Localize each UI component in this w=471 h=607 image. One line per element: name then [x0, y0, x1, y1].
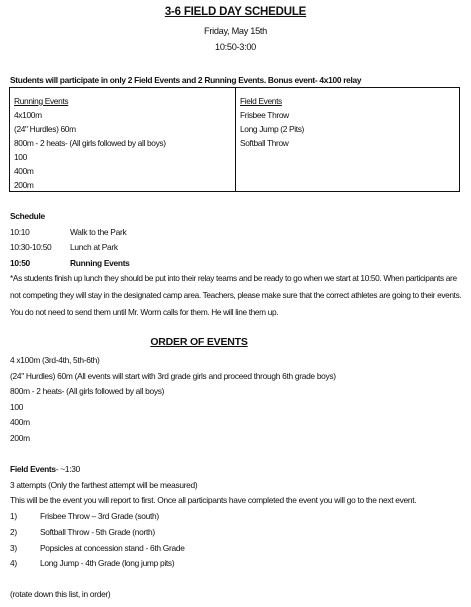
event-date: Friday, May 15th	[204, 26, 267, 36]
running-event-item: 200m	[14, 180, 34, 190]
field-event-rotation-item: Popsicles at concession stand - 6th Grade	[40, 543, 185, 553]
running-event-item: 100	[14, 152, 27, 162]
field-event-item: Softball Throw	[240, 138, 289, 148]
field-event-item: Frisbee Throw	[240, 110, 289, 120]
field-events-header: Field Events	[240, 96, 282, 106]
schedule-note: *As students finish up lunch they should be put into their relay teams and be ready to go when we start at 10:50. When participants are not competing they will stay in the designated camp area. Teachers, please make sure that the correct athletes are going to their events. You do not need to send them until Mr. Worm calls for them. He will line them up.	[10, 273, 462, 317]
field-event-item: Long Jump (2 Pits)	[240, 124, 304, 134]
field-event-rotation-number: 4)	[10, 558, 17, 568]
field-event-rotation-number: 2)	[10, 527, 17, 537]
order-event-item: 100	[10, 402, 24, 412]
field-events-heading-line	[10, 464, 80, 474]
schedule-heading: Schedule	[10, 211, 45, 221]
schedule-time: 10:30-10:50	[10, 242, 52, 252]
order-of-events-heading: ORDER OF EVENTS	[150, 336, 248, 348]
running-event-item: 400m	[14, 166, 34, 176]
page-title: 3-6 FIELD DAY SCHEDULE	[164, 6, 307, 18]
running-event-item: 4x100m	[14, 110, 42, 120]
field-events-attempts: 3 attempts (Only the farthest attempt will be measured)	[10, 480, 198, 490]
running-event-item: 800m - 2 heats- (All girls followed by all boys)	[14, 138, 166, 148]
events-table-divider	[235, 87, 236, 192]
event-time-range: 10:50-3:00	[215, 42, 256, 52]
order-event-item: 4 x100m (3rd-4th, 5th-6th)	[10, 355, 100, 365]
field-events-instructions: This will be the event you will report to first. Once all participants have completed the event you will go to the next event.	[10, 495, 417, 505]
field-event-rotation-item: Softball Throw - 5th Grade (north)	[40, 527, 155, 537]
field-event-rotation-item: Frisbee Throw – 3rd Grade (south)	[40, 511, 159, 521]
participation-note: Students will participate in only 2 Field Events and 2 Running Events. Bonus event- 4x100 relay	[10, 75, 362, 85]
field-events-heading: Field Events	[10, 464, 56, 474]
running-events-header: Running Events	[14, 96, 69, 106]
order-event-item: 800m - 2 heats- (All girls followed by all boys)	[10, 386, 165, 396]
order-event-item: 200m	[10, 433, 30, 443]
field-events-time: - ~1:30	[55, 464, 80, 474]
schedule-activity: Lunch at Park	[70, 242, 118, 252]
rotation-note: (rotate down this list, in order)	[10, 589, 111, 599]
running-event-item: (24" Hurdles) 60m	[14, 124, 76, 134]
schedule-time: 10:10	[10, 227, 30, 237]
order-event-item: 400m	[10, 417, 30, 427]
field-event-rotation-number: 3)	[10, 543, 17, 553]
schedule-activity: Running Events	[70, 258, 130, 268]
schedule-time: 10:50	[10, 258, 30, 268]
field-event-rotation-number: 1)	[10, 511, 17, 521]
order-event-item: (24" Hurdles) 60m (All events will start with 3rd grade girls and proceed through 6th grade boys)	[10, 371, 336, 381]
schedule-activity: Walk to the Park	[70, 227, 127, 237]
field-event-rotation-item: Long Jump - 4th Grade (long jump pits)	[40, 558, 175, 568]
